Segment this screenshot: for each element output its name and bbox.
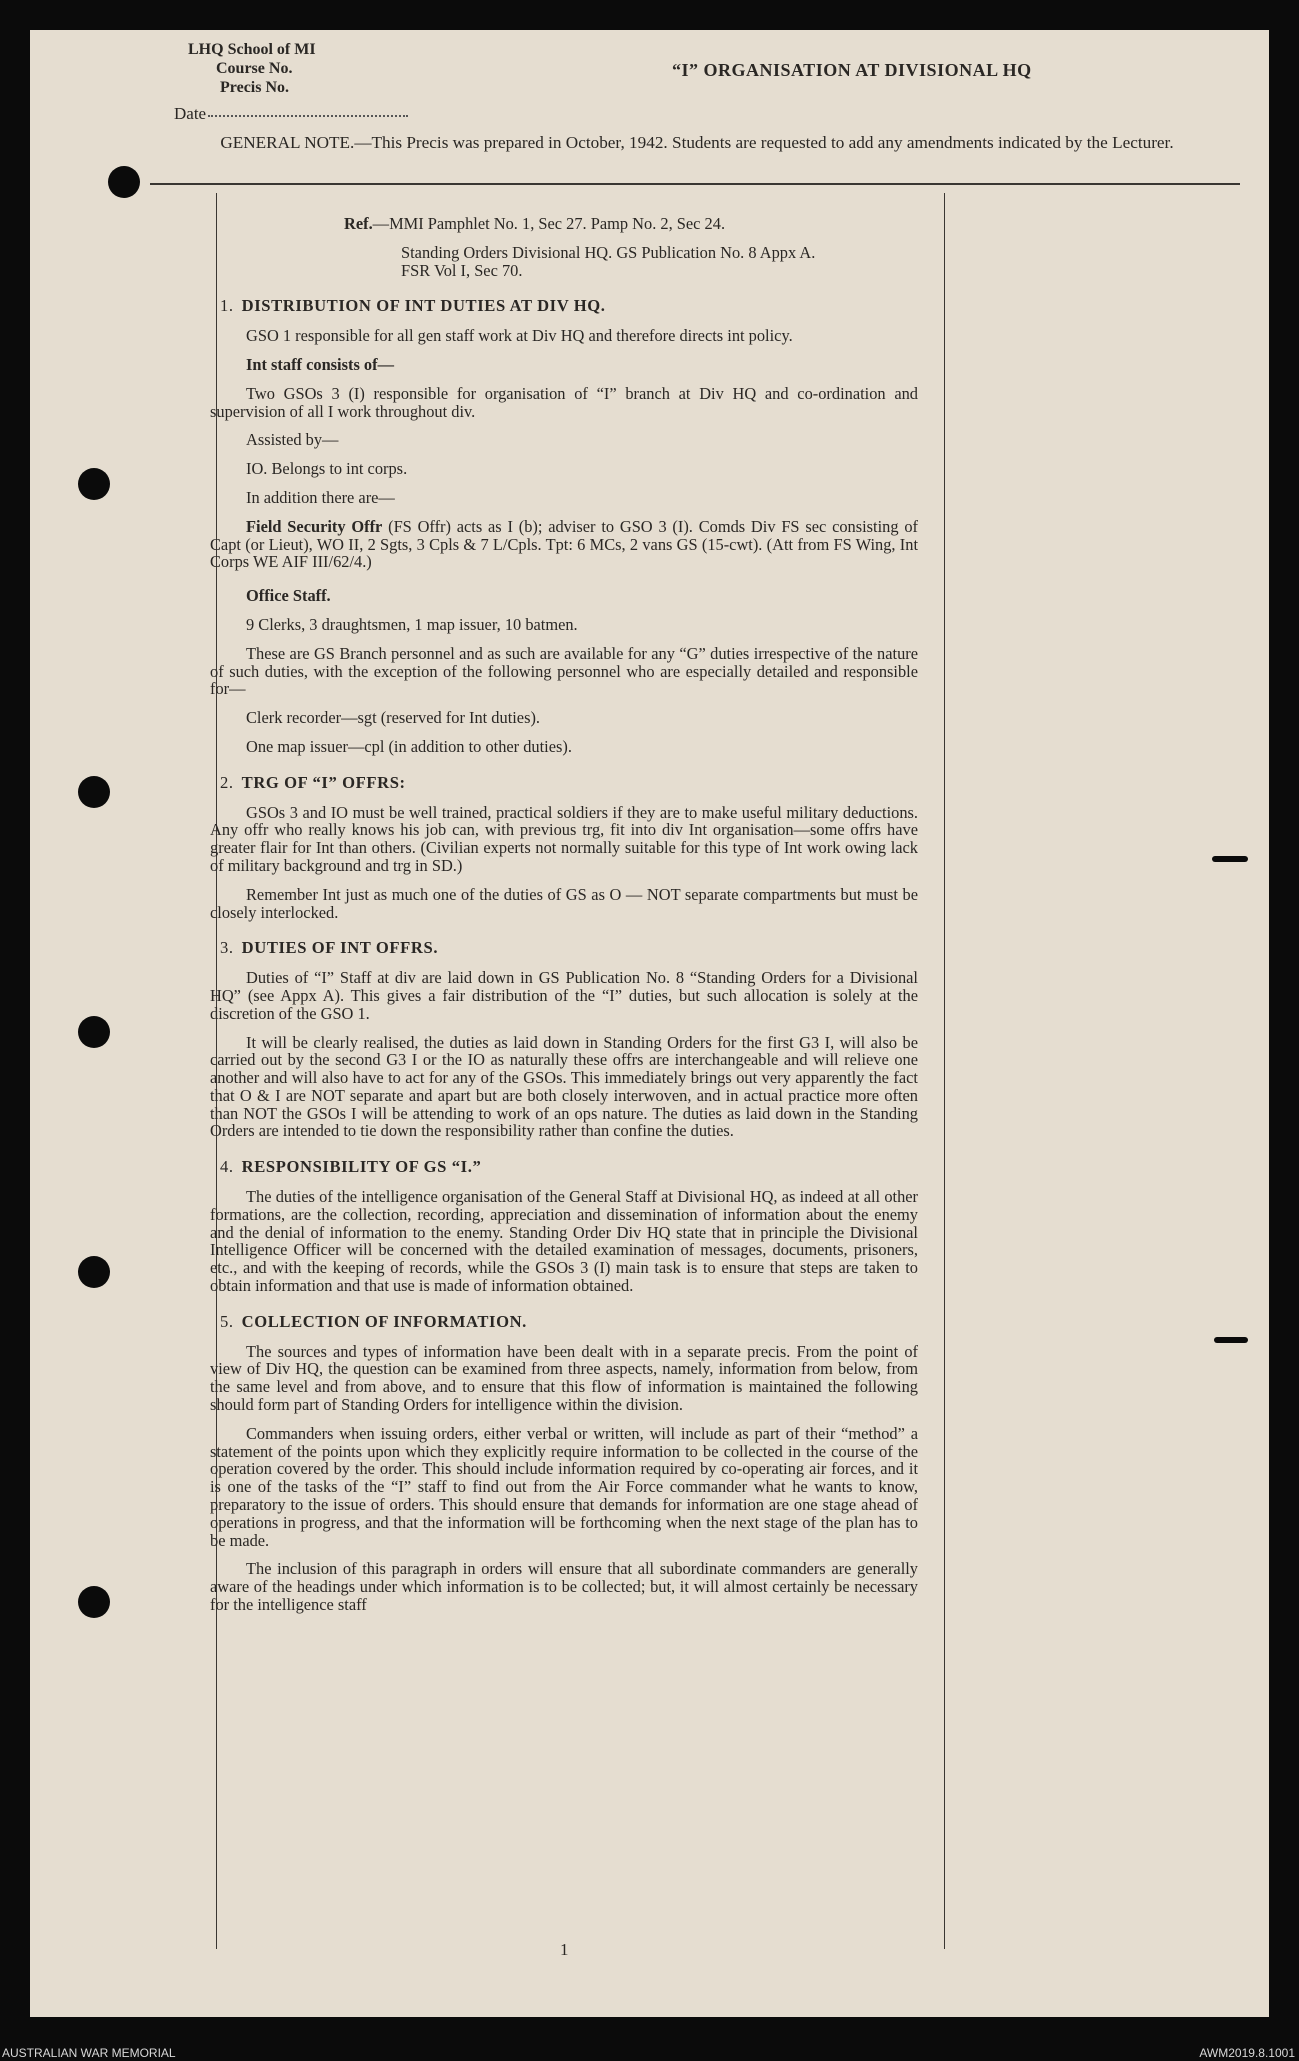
paragraph: Remember Int just as much one of the duties of GS as O — NOT separate compartments but must be closely interlocked. [210,884,918,922]
precis-label: Precis No. [220,79,290,96]
paragraph: The inclusion of this paragraph in orders will ensure that all subordinate commanders are generally aware of the headings under which information is to be collected; but, it will almost certainly be necessary for the intelligence staff [210,1559,918,1615]
punch-hole [78,1586,110,1618]
punch-hole [78,1016,110,1048]
section-heading-5: 5. COLLECTION OF INFORMATION. [220,1311,527,1331]
date-blank [208,115,408,117]
right-margin-rule [944,193,945,1949]
paragraph: Two GSOs 3 (I) responsible for organisation of “I” branch at Div HQ and co-ordination and supervision of all I work throughout div. [210,383,918,421]
punch-hole [78,468,110,500]
ref-text: —MMI Pamphlet No. 1, Sec 27. Pamp No. 2, Sec 24. [372,214,726,233]
paragraph: Commanders when issuing orders, either verbal or written, will include as part of their “method” a statement of the points upon which they explicitly require information to be collected in the course of the operation covered by the order. This should include information required by co-operating air forces, and it is one of the tasks of the “I” staff to find out from the Air Force commander what he wants to know, preparatory to the issue of orders. This should ensure that demands for information are one stage ahead of operations in progress, and that the information will be forthcoming when the next stage of the plan has to be made. [210,1423,918,1550]
edge-mark [1214,1337,1248,1343]
paragraph: Duties of “I” Staff at div are laid down in GS Publication No. 8 “Standing Orders for a Divisional HQ” (see Appx A). This gives a fair distribution of the “I” duties, but such allocation is solely at the discretion of the GSO 1. [210,968,918,1023]
section-heading-2: 2. TRG OF “I” OFFRS: [220,772,406,792]
section-heading-4: 4. RESPONSIBILITY OF GS “I.” [220,1157,482,1177]
punch-hole [78,776,110,808]
paragraph: The duties of the intelligence organisation of the General Staff at Divisional HQ, as indeed at all other formations, are the collection, recording, appreciation and dissemination of information about the enemy and the denial of information to the enemy. Standing Order Div HQ state that in principle the Divisional Intelligence Officer will be concerned with the detailed examination of messages, documents, prisoners, etc., and with the keeping of records, while the GSOs 3 (I) main task is to ensure that steps are taken to obtain information and that use is made of information obtained. [210,1187,918,1296]
footer-left: AUSTRALIAN WAR MEMORIAL [2,2046,176,2060]
paragraph: Int staff consists of— [246,354,394,374]
paragraph: 9 Clerks, 3 draughtsmen, 1 map issuer, 10 batmen. [246,614,578,634]
date-label: Date [174,104,207,123]
header-block [158,40,316,97]
header-rule [150,183,1240,185]
page-title: “I” ORGANISATION AT DIVISIONAL HQ [672,60,1032,80]
references [308,215,918,279]
paragraph: Field Security Offr (FS Offr) acts as I (b); adviser to GSO 3 (I). Comds Div FS sec consisting of Capt (or Lieut), WO II, 2 Sgts, 3 Cpls & 7 L/Cpls. Tpt: 6 MCs, 2 vans GS (15-cwt). (Att from FS Wing, Int Corps WE AIF III/62/4.) [210,516,918,572]
school-name: LHQ School of MI [188,41,316,58]
date-line [174,104,408,124]
paragraph: Office Staff. [246,586,331,606]
paragraph: GSOs 3 and IO must be well trained, practical soldiers if they are to make useful military deductions. Any offr who really knows his job can, with previous trg, fit into div Int organisation—some offrs have greater flair for Int than others. (Civilian experts not normally suitable for this type of Int work owing lack of military background and trg in SD.) [210,802,918,875]
paragraph: IO. Belongs to int corps. [246,459,408,479]
ref-line-1 [308,215,918,233]
ref-line-2: Standing Orders Divisional HQ. GS Publication No. 8 Appx A. [401,242,816,262]
paragraph: It will be clearly realised, the duties as laid down in Standing Orders for the first G3 I, will also be carried out by the second G3 I or the IO as naturally these offrs are interchangeable and will relieve one another and will also have to act for any of the GSOs. This immediately brings out very apparently the fact that O & I are NOT separate and apart but are both closely interwoven, and in actual practice more often than NOT the GSOs I will be attending to work of an ops nature. The duties as laid down in the Standing Orders are intended to tie down the responsibility rather than confine the duties. [210,1032,918,1141]
paragraph: In addition there are— [246,487,395,507]
footer-right: AWM2019.8.1001 [1199,2046,1295,2060]
paragraph: These are GS Branch personnel and as such are available for any “G” duties irrespective of the nature of such duties, with the exception of the following personnel who are especially detailed and responsible for— [210,643,918,699]
section-heading-1: 1. DISTRIBUTION OF INT DUTIES AT DIV HQ. [220,296,606,316]
paragraph: GSO 1 responsible for all gen staff work at Div HQ and therefore directs int policy. [246,326,793,346]
general-note: GENERAL NOTE.—This Precis was prepared in October, 1942. Students are requested to add any amendments indicated by the Lecturer. [220,133,1174,152]
paragraph: Clerk recorder—sgt (reserved for Int duties). [246,708,541,728]
page-number: 1 [560,1940,569,1959]
document-body [210,215,918,1625]
edge-mark [1212,856,1248,862]
paragraph: One map issuer—cpl (in addition to other duties). [246,736,572,756]
ref-label: Ref. [344,214,373,233]
punch-hole [78,1256,110,1288]
paragraph: Assisted by— [246,430,339,450]
paragraph: The sources and types of information have been dealt with in a separate precis. From the point of view of Div HQ, the question can be examined from three aspects, namely, information from below, from the same level and from above, and to ensure that this flow of information is maintained the following should form part of Standing Orders for intelligence within the division. [210,1341,918,1415]
course-label: Course No. [216,60,293,77]
ref-line-3: FSR Vol I, Sec 70. [401,260,523,280]
section-heading-3: 3. DUTIES OF INT OFFRS. [220,938,439,958]
punch-hole [108,166,140,198]
